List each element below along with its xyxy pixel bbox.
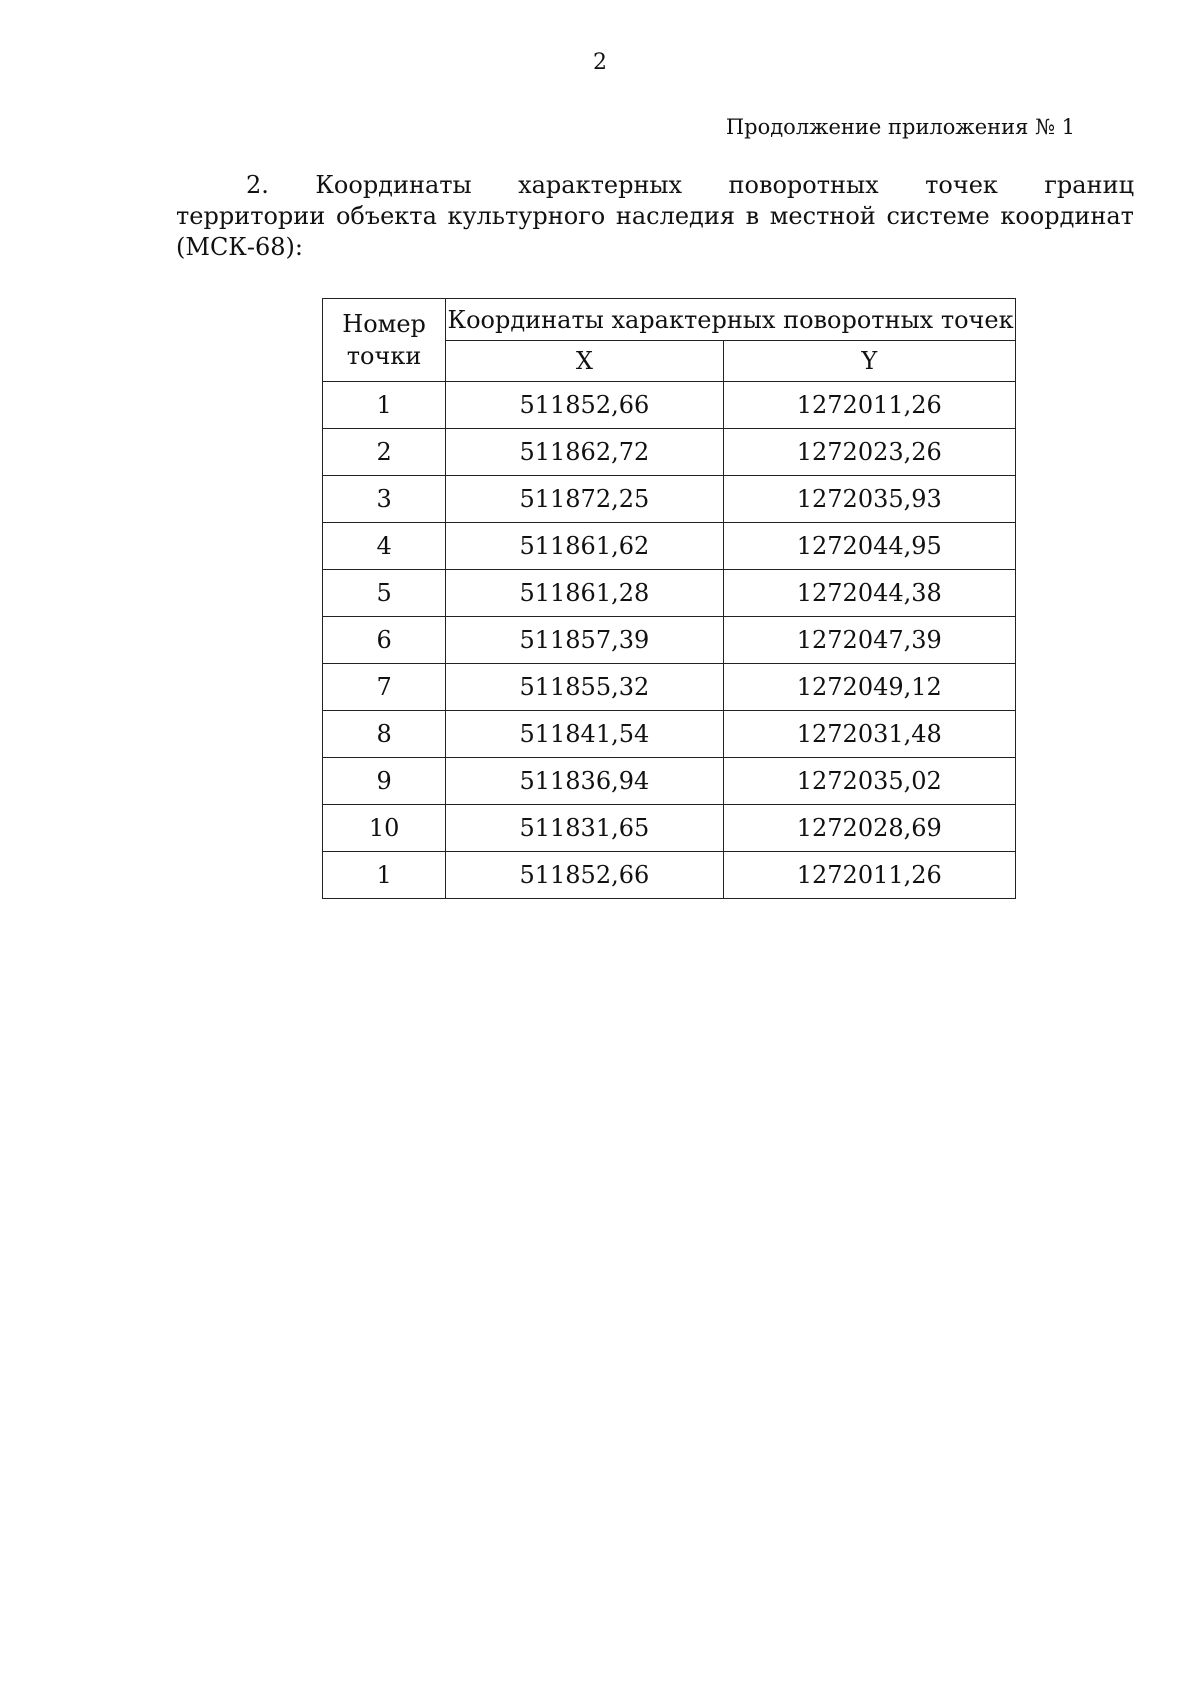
paragraph-word: характерных <box>518 171 683 199</box>
paragraph-word: наследия <box>615 202 735 230</box>
x-coordinate-cell: 511852,66 <box>446 852 723 899</box>
point-number-cell: 9 <box>323 758 446 805</box>
paragraph-word: системе <box>886 202 990 230</box>
point-number-header <box>323 299 446 382</box>
table-row <box>323 711 1016 758</box>
y-coordinate-cell: 1272011,26 <box>723 382 1015 429</box>
table-row <box>323 852 1016 899</box>
point-number-cell: 1 <box>323 852 446 899</box>
table-row <box>323 617 1016 664</box>
y-coordinate-cell: 1272047,39 <box>723 617 1015 664</box>
y-column-header: Y <box>723 341 1015 382</box>
y-coordinate-cell: 1272035,93 <box>723 476 1015 523</box>
x-coordinate-cell: 511857,39 <box>446 617 723 664</box>
table-row <box>323 570 1016 617</box>
point-number-cell: 1 <box>323 382 446 429</box>
paragraph-word: Координаты <box>315 171 472 199</box>
y-coordinate-cell: 1272031,48 <box>723 711 1015 758</box>
paragraph-word: точек <box>925 171 998 199</box>
y-coordinate-cell: 1272049,12 <box>723 664 1015 711</box>
x-coordinate-cell: 511861,28 <box>446 570 723 617</box>
point-number-cell: 6 <box>323 617 446 664</box>
table-row <box>323 476 1016 523</box>
point-number-cell: 8 <box>323 711 446 758</box>
y-coordinate-cell: 1272023,26 <box>723 429 1015 476</box>
x-coordinate-cell: 511861,62 <box>446 523 723 570</box>
paragraph-word: координат <box>1000 202 1134 230</box>
appendix-title: Продолжение приложения № 1 <box>725 115 1075 139</box>
coordinates-header: Координаты характерных поворотных точек <box>446 299 1016 341</box>
x-coordinate-cell: 511855,32 <box>446 664 723 711</box>
point-number-cell: 10 <box>323 805 446 852</box>
paragraph-word: объекта <box>335 202 437 230</box>
paragraph-line-2 <box>176 201 1134 232</box>
table-row <box>323 664 1016 711</box>
table-row <box>323 758 1016 805</box>
paragraph-word: 2. <box>246 171 269 199</box>
coordinates-table <box>322 298 1016 899</box>
paragraph-word: местной <box>769 202 876 230</box>
paragraph-word: культурного <box>447 202 606 230</box>
table-row <box>323 523 1016 570</box>
paragraph-line-3: (МСК-68): <box>176 233 303 261</box>
y-coordinate-cell: 1272044,38 <box>723 570 1015 617</box>
paragraph-line-1 <box>176 170 1134 201</box>
point-number-header-line-2: точки <box>346 342 422 370</box>
y-coordinate-cell: 1272044,95 <box>723 523 1015 570</box>
x-column-header: X <box>446 341 723 382</box>
paragraph-word: границ <box>1044 171 1134 199</box>
point-number-cell: 4 <box>323 523 446 570</box>
section-paragraph <box>176 170 1134 263</box>
table-row <box>323 429 1016 476</box>
x-coordinate-cell: 511872,25 <box>446 476 723 523</box>
point-number-cell: 3 <box>323 476 446 523</box>
y-coordinate-cell: 1272028,69 <box>723 805 1015 852</box>
x-coordinate-cell: 511841,54 <box>446 711 723 758</box>
table-row <box>323 382 1016 429</box>
paragraph-word: территории <box>176 202 326 230</box>
paragraph-word: в <box>745 202 760 230</box>
x-coordinate-cell: 511862,72 <box>446 429 723 476</box>
point-number-cell: 2 <box>323 429 446 476</box>
point-number-cell: 7 <box>323 664 446 711</box>
x-coordinate-cell: 511836,94 <box>446 758 723 805</box>
table-body <box>323 382 1016 899</box>
x-coordinate-cell: 511852,66 <box>446 382 723 429</box>
page-number: 2 <box>593 50 607 75</box>
table-row <box>323 805 1016 852</box>
point-number-cell: 5 <box>323 570 446 617</box>
paragraph-word: поворотных <box>728 171 879 199</box>
y-coordinate-cell: 1272035,02 <box>723 758 1015 805</box>
x-coordinate-cell: 511831,65 <box>446 805 723 852</box>
y-coordinate-cell: 1272011,26 <box>723 852 1015 899</box>
point-number-header-line-1: Номер <box>342 310 426 338</box>
